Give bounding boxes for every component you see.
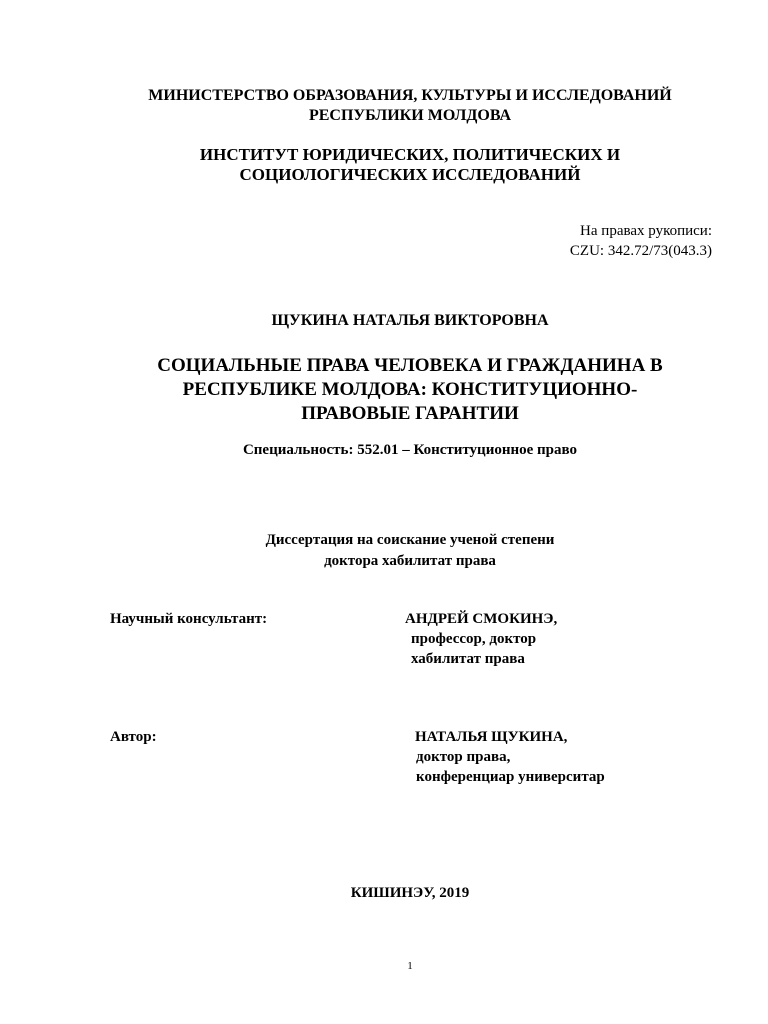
dissertation-title-line-2: РЕСПУБЛИКЕ МОЛДОВА: КОНСТИТУЦИОННО- bbox=[182, 379, 638, 400]
page-number: 1 bbox=[407, 960, 413, 972]
specialty: Специальность: 552.01 – Конституционное право bbox=[242, 442, 578, 458]
manuscript-rights: На правах рукописи: bbox=[580, 223, 712, 239]
degree-line-1: Диссертация на соискание ученой степени bbox=[265, 532, 555, 548]
institute-line-1: ИНСТИТУТ ЮРИДИЧЕСКИХ, ПОЛИТИЧЕСКИХ И bbox=[199, 145, 621, 164]
ministry-line-2: РЕСПУБЛИКИ МОЛДОВА bbox=[308, 107, 512, 124]
author-degree: доктор права, bbox=[416, 749, 511, 765]
consultant-title: профессор, доктор bbox=[411, 631, 537, 647]
consultant-name: АНДРЕЙ СМОКИНЭ, bbox=[405, 611, 558, 627]
consultant-label: Научный консультант: bbox=[110, 611, 268, 627]
consultant-degree: хабилитат права bbox=[411, 651, 525, 667]
author-label: Автор: bbox=[110, 729, 157, 745]
dissertation-title-line-3: ПРАВОВЫЕ ГАРАНТИИ bbox=[301, 403, 519, 424]
place-year: КИШИНЭУ, 2019 bbox=[350, 885, 470, 901]
dissertation-title-line-1: СОЦИАЛЬНЫЕ ПРАВА ЧЕЛОВЕКА И ГРАЖДАНИНА В bbox=[157, 355, 663, 376]
author-fullname: ЩУКИНА НАТАЛЬЯ ВИКТОРОВНА bbox=[271, 312, 549, 329]
author-position: конференциар университар bbox=[416, 769, 605, 785]
degree-line-2: доктора хабилитат права bbox=[324, 553, 496, 569]
institute-line-2: СОЦИОЛОГИЧЕСКИХ ИССЛЕДОВАНИЙ bbox=[239, 165, 581, 184]
ministry-line-1: МИНИСТЕРСТВО ОБРАЗОВАНИЯ, КУЛЬТУРЫ И ИССЛЕДОВАНИЙ bbox=[148, 87, 672, 104]
czu-code: CZU: 342.72/73(043.3) bbox=[569, 243, 712, 259]
author-name: НАТАЛЬЯ ЩУКИНА, bbox=[415, 729, 568, 745]
